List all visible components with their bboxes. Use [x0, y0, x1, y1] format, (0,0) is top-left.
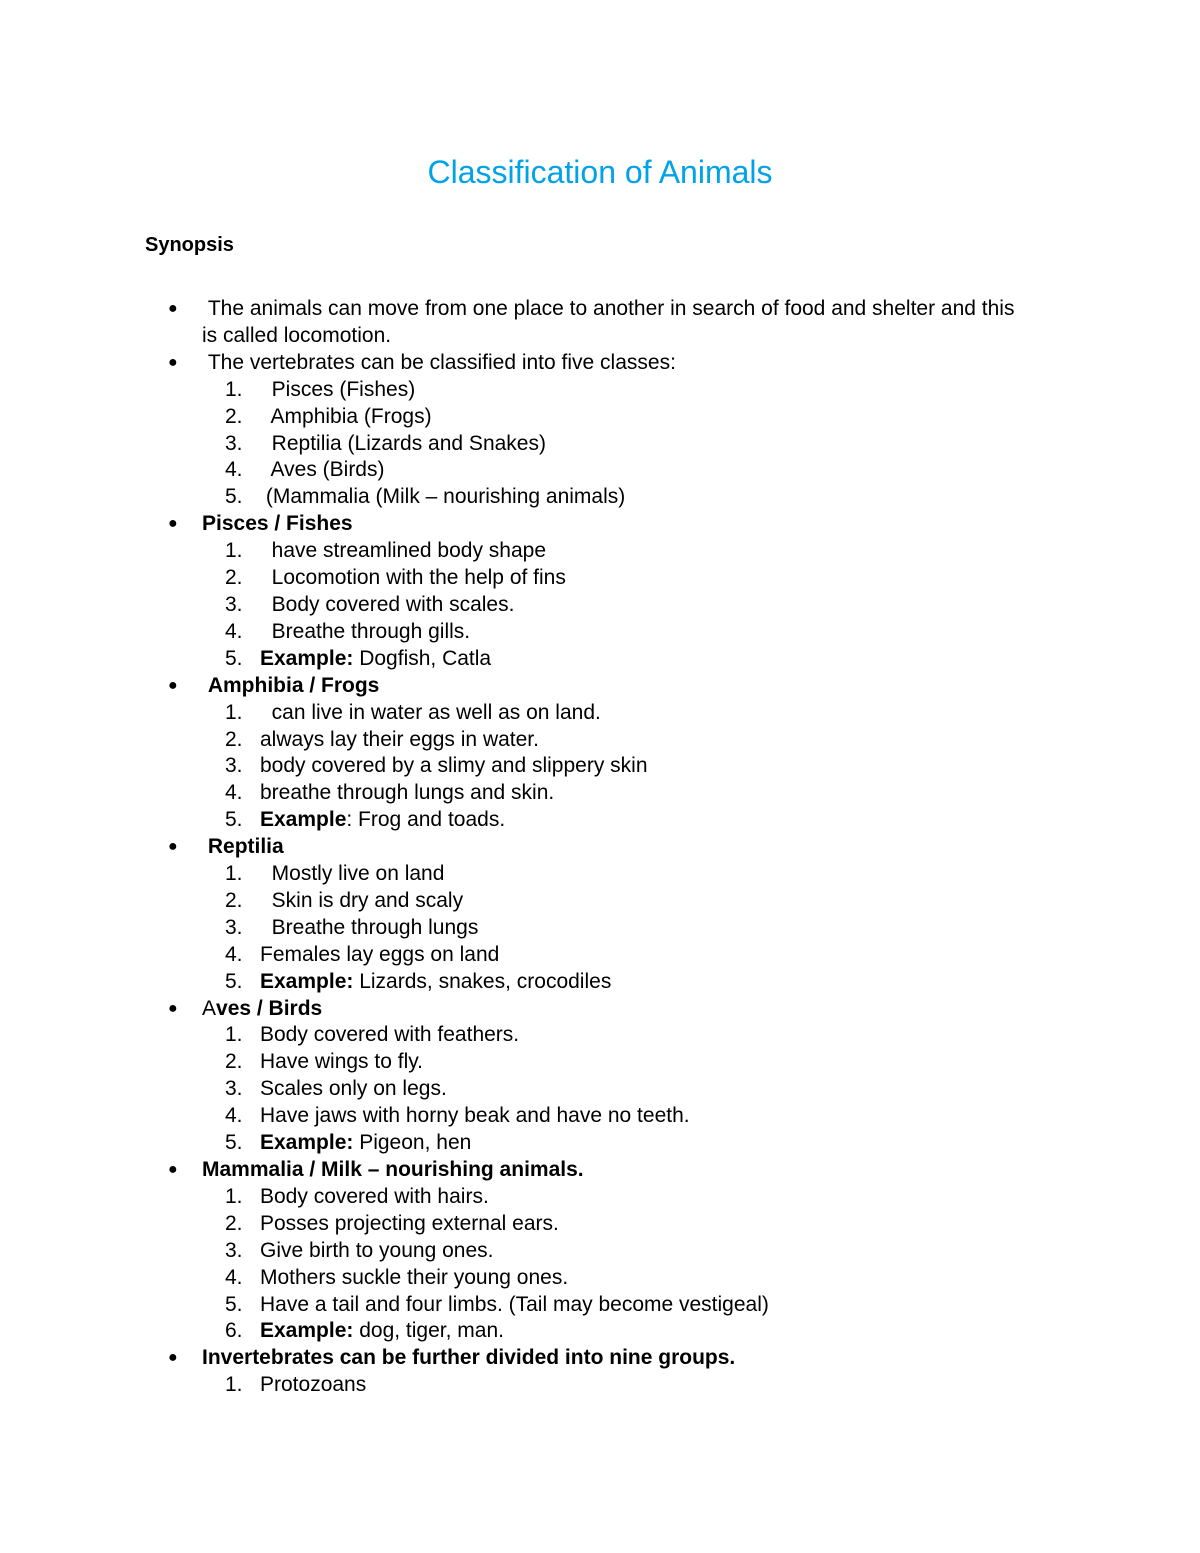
- bullet-icon: ●: [168, 1161, 178, 1178]
- item-text: Reptilia (Lizards and Snakes): [260, 431, 546, 455]
- item-number: 2.: [225, 404, 243, 428]
- item-text: Have wings to fly.: [260, 1050, 424, 1074]
- example-label: Example:: [260, 1131, 354, 1155]
- bullet-text: [202, 996, 1032, 1023]
- bullet-text: [202, 673, 1032, 700]
- bullet-item: [0, 834, 1200, 861]
- item-number: 3.: [225, 754, 243, 778]
- item-number: 4.: [225, 619, 243, 643]
- numbered-item: [0, 727, 1200, 754]
- numbered-item: [0, 1265, 1200, 1292]
- numbered-item: [0, 1238, 1200, 1265]
- item-number: 1.: [225, 700, 243, 724]
- example-label: Example:: [260, 646, 354, 670]
- bullet-text-main: Invertebrates can be further divided into nine groups.: [202, 1346, 736, 1370]
- item-text: Posses projecting external ears.: [260, 1211, 559, 1235]
- numbered-item: [0, 969, 1200, 996]
- numbered-item: [0, 457, 1200, 484]
- item-number: 4.: [225, 458, 243, 482]
- bullet-icon: ●: [168, 676, 178, 694]
- numbered-item: [0, 1049, 1200, 1076]
- bullet-text: [202, 350, 1032, 377]
- item-number: 3.: [225, 431, 243, 455]
- item-text: dog, tiger, man.: [353, 1319, 504, 1343]
- item-text: breathe through lungs and skin.: [260, 781, 555, 805]
- item-text: Body covered with scales.: [260, 592, 515, 616]
- example-label: Example:: [260, 1319, 354, 1343]
- page-title: Classification of Animals: [427, 154, 773, 190]
- item-number: 1.: [225, 377, 243, 401]
- item-number: 4.: [225, 1265, 243, 1289]
- item-text: Pisces (Fishes): [260, 377, 416, 401]
- numbered-item: [0, 807, 1200, 834]
- example-label: Example: [260, 808, 347, 832]
- item-text: Have jaws with horny beak and have no teeth.: [260, 1104, 690, 1128]
- item-number: 5.: [225, 646, 243, 670]
- bullet-text-main: Amphibia / Frogs: [202, 673, 380, 697]
- numbered-item: [0, 700, 1200, 727]
- item-text: (Mammalia (Milk – nourishing animals): [260, 485, 626, 509]
- numbered-item: [0, 1184, 1200, 1211]
- item-text: Protozoans: [260, 1373, 367, 1397]
- item-text: Amphibia (Frogs): [260, 404, 432, 428]
- item-text: Breathe through lungs: [260, 915, 479, 939]
- item-number: 5.: [225, 969, 243, 993]
- bullet-text-main: ves / Birds: [216, 996, 323, 1020]
- numbered-item: [0, 1103, 1200, 1130]
- item-text: Mothers suckle their young ones.: [260, 1265, 569, 1289]
- item-number: 1.: [225, 539, 243, 563]
- numbered-item: [0, 592, 1200, 619]
- item-text: Mostly live on land: [260, 862, 445, 886]
- item-text: Skin is dry and scaly: [260, 888, 464, 912]
- numbered-item: [0, 1211, 1200, 1238]
- bullet-text: [202, 296, 1032, 350]
- bullet-icon: ●: [168, 999, 178, 1017]
- numbered-item: [0, 538, 1200, 565]
- bullet-icon: ●: [168, 515, 178, 533]
- numbered-item: [0, 1292, 1200, 1319]
- bullet-icon: ●: [168, 1349, 178, 1367]
- item-number: 4.: [225, 781, 243, 805]
- numbered-item: [0, 753, 1200, 780]
- item-number: 2.: [225, 888, 243, 912]
- numbered-item: [0, 646, 1200, 673]
- bullet-text: [202, 511, 1032, 538]
- bullet-item: [0, 296, 1200, 350]
- item-text: Give birth to young ones.: [260, 1238, 494, 1262]
- numbered-item: [0, 484, 1200, 511]
- numbered-item: [0, 619, 1200, 646]
- item-number: 4.: [225, 942, 243, 966]
- bullet-item: [0, 1157, 1200, 1184]
- item-number: 1.: [225, 1373, 243, 1397]
- item-number: 4.: [225, 1104, 243, 1128]
- item-text: : Frog and toads.: [346, 808, 506, 832]
- bullet-item: [0, 1345, 1200, 1372]
- bullet-text-main: Pisces / Fishes: [202, 512, 353, 536]
- item-number: 2.: [225, 727, 243, 751]
- item-text: can live in water as well as on land.: [260, 700, 601, 724]
- bullet-item: [0, 511, 1200, 538]
- item-number: 5.: [225, 1292, 243, 1316]
- item-text: Scales only on legs.: [260, 1077, 447, 1101]
- synopsis-list: [0, 296, 1200, 1399]
- bullet-item: [0, 996, 1200, 1023]
- item-number: 3.: [225, 1077, 243, 1101]
- item-text: Dogfish, Catla: [353, 646, 492, 670]
- numbered-item: [0, 1076, 1200, 1103]
- item-number: 2.: [225, 566, 243, 590]
- bullet-text-main: The animals can move from one place to another in search of food and shelter and this is called locomotion.: [202, 297, 1021, 347]
- bullet-icon: ●: [168, 300, 178, 317]
- example-label: Example:: [260, 969, 354, 993]
- item-text: Locomotion with the help of fins: [260, 566, 566, 590]
- item-number: 1.: [225, 1184, 243, 1208]
- bullet-text-main: Mammalia / Milk – nourishing animals.: [202, 1158, 584, 1181]
- bullet-text-main: Reptilia: [202, 835, 284, 859]
- item-number: 3.: [225, 592, 243, 616]
- item-number: 2.: [225, 1211, 243, 1235]
- item-text: Aves (Birds): [260, 458, 385, 482]
- bullet-text: [202, 1157, 1032, 1184]
- item-text: Have a tail and four limbs. (Tail may become vestigeal): [260, 1292, 769, 1316]
- item-number: 6.: [225, 1319, 243, 1343]
- item-text: Lizards, snakes, crocodiles: [353, 969, 612, 993]
- numbered-item: [0, 565, 1200, 592]
- numbered-item: [0, 404, 1200, 431]
- numbered-item: [0, 1372, 1200, 1399]
- numbered-item: [0, 1022, 1200, 1049]
- bullet-text-prefix: A: [202, 996, 217, 1020]
- numbered-item: [0, 942, 1200, 969]
- item-text: Body covered with hairs.: [260, 1184, 489, 1208]
- item-number: 5.: [225, 808, 243, 832]
- item-number: 3.: [225, 1238, 243, 1262]
- item-text: body covered by a slimy and slippery skin: [260, 754, 648, 778]
- item-number: 5.: [225, 485, 243, 509]
- bullet-icon: ●: [168, 838, 178, 856]
- bullet-text-main: The vertebrates can be classified into five classes:: [202, 350, 676, 374]
- bullet-text: [202, 1345, 1032, 1372]
- numbered-item: [0, 1130, 1200, 1157]
- bullet-text: [202, 834, 1032, 861]
- item-text: have streamlined body shape: [260, 539, 547, 563]
- numbered-item: [0, 377, 1200, 404]
- item-number: 1.: [225, 1023, 243, 1047]
- bullet-item: [0, 673, 1200, 700]
- numbered-item: [0, 861, 1200, 888]
- section-heading-synopsis: Synopsis: [145, 234, 234, 256]
- item-number: 1.: [225, 862, 243, 886]
- item-number: 5.: [225, 1131, 243, 1155]
- numbered-item: [0, 888, 1200, 915]
- bullet-item: [0, 350, 1200, 377]
- numbered-item: [0, 780, 1200, 807]
- item-number: 2.: [225, 1050, 243, 1074]
- numbered-item: [0, 915, 1200, 942]
- item-text: Body covered with feathers.: [260, 1023, 520, 1047]
- item-text: Breathe through gills.: [260, 619, 471, 643]
- bullet-icon: ●: [168, 353, 178, 371]
- item-text: always lay their eggs in water.: [260, 727, 539, 751]
- numbered-item: [0, 431, 1200, 458]
- item-text: Females lay eggs on land: [260, 942, 500, 966]
- numbered-item: [0, 1318, 1200, 1345]
- item-number: 3.: [225, 915, 243, 939]
- item-text: Pigeon, hen: [353, 1131, 472, 1155]
